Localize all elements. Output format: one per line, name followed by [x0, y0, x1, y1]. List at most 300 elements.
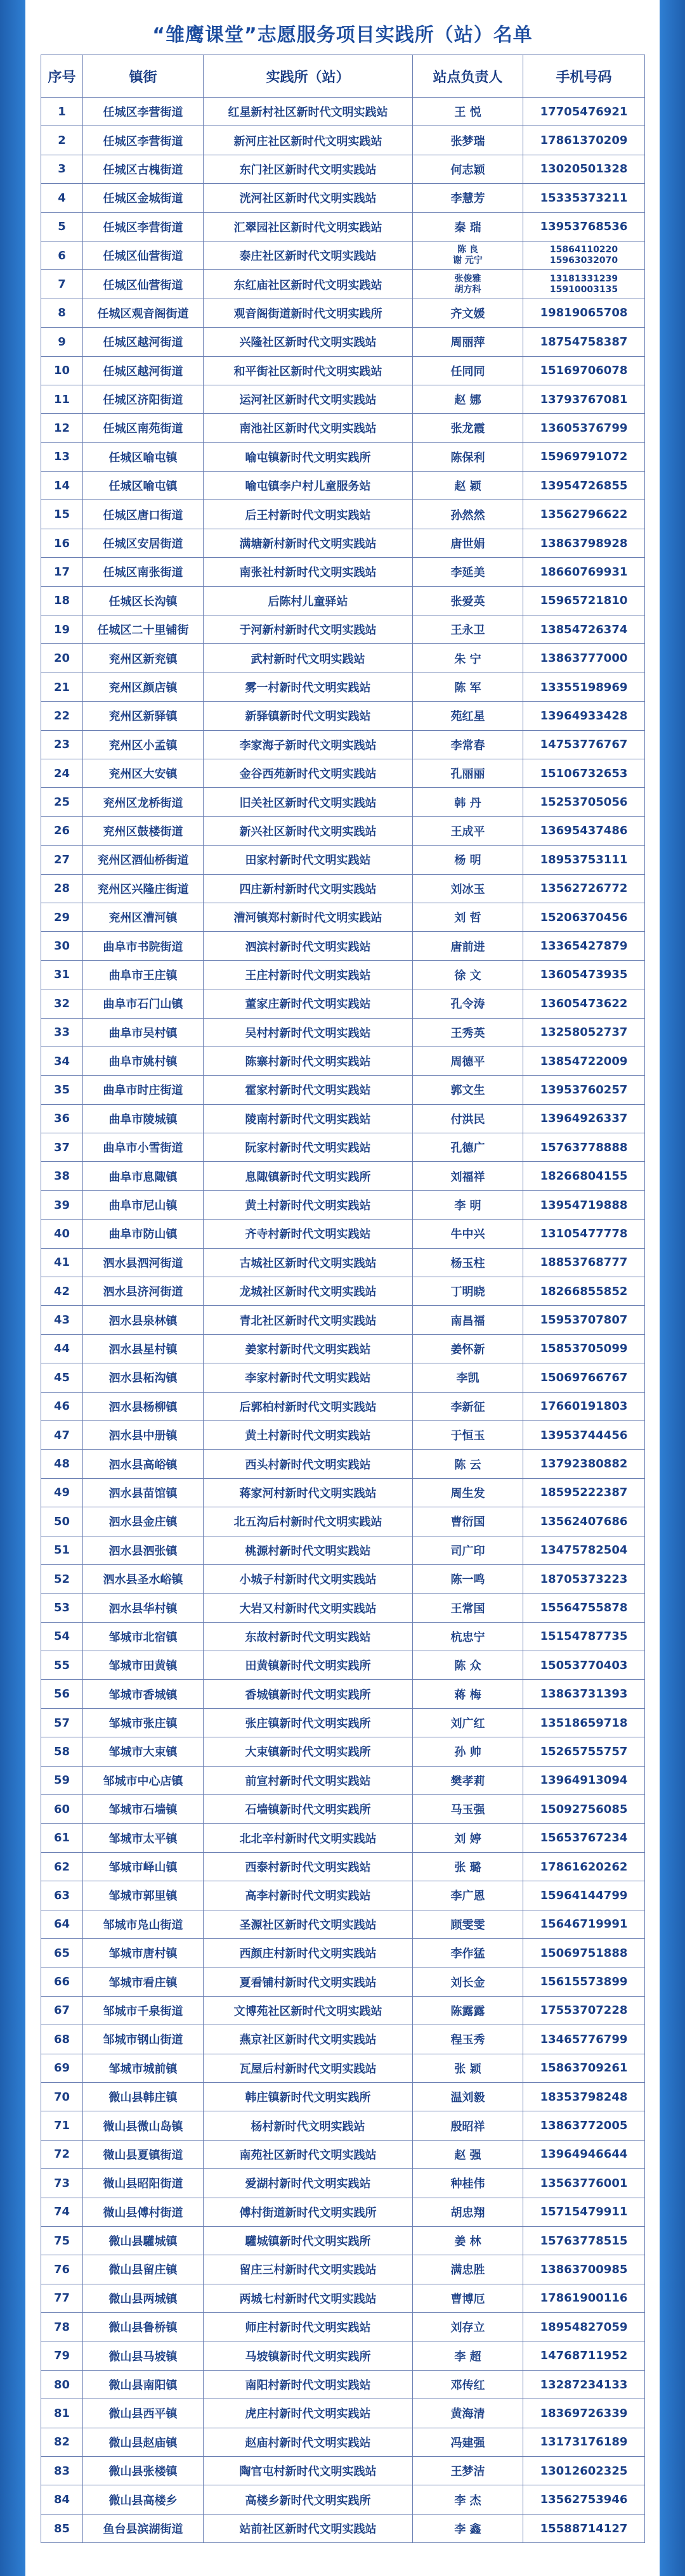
table-row [41, 558, 645, 586]
site-cell: 陵南村新时代文明实践站 [204, 1104, 413, 1133]
phone-cell: 18266804155 [523, 1162, 645, 1190]
serial-cell: 26 [41, 816, 83, 845]
person-cell: 周丽萍 [413, 328, 523, 356]
town-cell: 微山县夏镇街道 [83, 2140, 204, 2168]
phone-cell: 15964144799 [523, 1881, 645, 1910]
phone-cell: 17553707228 [523, 1996, 645, 2025]
phone-cell: 13355198969 [523, 673, 645, 701]
serial-cell: 54 [41, 1622, 83, 1651]
town-cell: 兖州区新兖镇 [83, 644, 204, 673]
phone-cell: 13020501328 [523, 155, 645, 183]
site-cell: 南张社村新时代文明实践站 [204, 558, 413, 586]
person-cell: 朱 宁 [413, 644, 523, 673]
person-cell: 李 杰 [413, 2485, 523, 2514]
phone-cell: 15953707807 [523, 1306, 645, 1334]
site-cell: 前宣村新时代文明实践站 [204, 1766, 413, 1794]
phone-cell: 13964946644 [523, 2140, 645, 2168]
table-row [41, 2485, 645, 2514]
site-cell: 姜家村新时代文明实践站 [204, 1334, 413, 1363]
phone-cell: 13863798928 [523, 529, 645, 557]
serial-cell: 57 [41, 1708, 83, 1737]
person-cell: 王常国 [413, 1594, 523, 1622]
person-cell: 司广印 [413, 1536, 523, 1564]
person-cell: 刘长金 [413, 1967, 523, 1996]
serial-cell: 22 [41, 702, 83, 730]
site-cell: 大束镇新时代文明实践所 [204, 1737, 413, 1766]
serial-cell: 59 [41, 1766, 83, 1794]
town-cell: 曲阜市书院街道 [83, 932, 204, 960]
serial-cell: 30 [41, 932, 83, 960]
serial-cell: 83 [41, 2457, 83, 2485]
phone-cell: 13954726855 [523, 472, 645, 500]
town-cell: 微山县鲁桥镇 [83, 2313, 204, 2341]
person-cell: 张俊雅 胡方科 [413, 270, 523, 299]
table-row [41, 472, 645, 500]
person-cell: 唐前进 [413, 932, 523, 960]
site-cell: 高李村新时代文明实践站 [204, 1881, 413, 1910]
town-cell: 任城区越河街道 [83, 356, 204, 385]
phone-cell: 15092756085 [523, 1795, 645, 1824]
town-cell: 邹城市张庄镇 [83, 1708, 204, 1737]
town-cell: 任城区李营街道 [83, 126, 204, 155]
town-cell: 任城区二十里铺街 [83, 615, 204, 644]
serial-cell: 27 [41, 846, 83, 874]
person-cell: 邓传红 [413, 2370, 523, 2399]
serial-cell: 49 [41, 1478, 83, 1507]
person-cell: 姜怀新 [413, 1334, 523, 1363]
town-cell: 微山县两城镇 [83, 2284, 204, 2312]
serial-cell: 67 [41, 1996, 83, 2025]
person-cell: 陈 军 [413, 673, 523, 701]
serial-cell: 38 [41, 1162, 83, 1190]
phone-cell: 13605376799 [523, 414, 645, 442]
town-cell: 邹城市大束镇 [83, 1737, 204, 1766]
town-cell: 泗水县苗馆镇 [83, 1478, 204, 1507]
table-row [41, 1190, 645, 1219]
phone-cell: 18595222387 [523, 1478, 645, 1507]
table-row [41, 644, 645, 673]
site-cell: 虎庄村新时代文明实践站 [204, 2399, 413, 2428]
town-cell: 泗水县杨柳镇 [83, 1392, 204, 1420]
town-cell: 任城区仙营街道 [83, 270, 204, 299]
serial-cell: 12 [41, 414, 83, 442]
serial-cell: 43 [41, 1306, 83, 1334]
phone-cell: 18754758387 [523, 328, 645, 356]
phone-cell: 18953753111 [523, 846, 645, 874]
phone-cell: 15169706078 [523, 356, 645, 385]
table-row [41, 759, 645, 787]
site-cell: 马坡镇新时代文明实践所 [204, 2341, 413, 2370]
phone-cell: 17660191803 [523, 1392, 645, 1420]
table-row [41, 328, 645, 356]
table-row [41, 414, 645, 442]
site-cell: 北北辛村新时代文明实践站 [204, 1824, 413, 1852]
site-cell: 张庄镇新时代文明实践所 [204, 1708, 413, 1737]
serial-cell: 10 [41, 356, 83, 385]
town-cell: 邹城市千泉街道 [83, 1996, 204, 2025]
site-cell: 两城七村新时代文明实践站 [204, 2284, 413, 2312]
table-row [41, 1306, 645, 1334]
site-cell: 田黄镇新时代文明实践所 [204, 1651, 413, 1680]
serial-cell: 7 [41, 270, 83, 299]
phone-cell: 15154787735 [523, 1622, 645, 1651]
phone-cell: 15863709261 [523, 2054, 645, 2082]
site-cell: 夏看铺村新时代文明实践站 [204, 1967, 413, 1996]
site-cell: 陶官屯村新时代文明实践站 [204, 2457, 413, 2485]
person-cell: 顾雯雯 [413, 1910, 523, 1938]
phone-cell: 13863700985 [523, 2255, 645, 2284]
phone-cell: 15069751888 [523, 1939, 645, 1967]
practice-site-table [41, 55, 645, 2543]
phone-cell: 13562726772 [523, 874, 645, 903]
site-cell: 杨村新时代文明实践站 [204, 2111, 413, 2140]
site-cell: 石墙镇新时代文明实践所 [204, 1795, 413, 1824]
site-cell: 四庄新村新时代文明实践站 [204, 874, 413, 903]
table-row [41, 1392, 645, 1420]
serial-cell: 72 [41, 2140, 83, 2168]
phone-cell: 13863777000 [523, 644, 645, 673]
header-person: 站点负责人 [413, 55, 523, 98]
person-cell: 南昌福 [413, 1306, 523, 1334]
town-cell: 泗水县泗张镇 [83, 1536, 204, 1564]
person-cell: 孔丽丽 [413, 759, 523, 787]
table-row [41, 2169, 645, 2198]
town-cell: 曲阜市时庄街道 [83, 1076, 204, 1104]
phone-cell: 13605473935 [523, 960, 645, 989]
phone-cell: 15106732653 [523, 759, 645, 787]
site-cell: 燕京社区新时代文明实践站 [204, 2025, 413, 2054]
table-row [41, 1420, 645, 1449]
serial-cell: 53 [41, 1594, 83, 1622]
person-cell: 王永卫 [413, 615, 523, 644]
serial-cell: 42 [41, 1277, 83, 1306]
table-row [41, 126, 645, 155]
town-cell: 邹城市凫山街道 [83, 1910, 204, 1938]
phone-cell: 13105477778 [523, 1220, 645, 1248]
phone-cell: 13181331239 15910003135 [523, 270, 645, 299]
serial-cell: 16 [41, 529, 83, 557]
person-cell: 马玉强 [413, 1795, 523, 1824]
town-cell: 曲阜市姚村镇 [83, 1046, 204, 1075]
serial-cell: 29 [41, 903, 83, 931]
town-cell: 邹城市钢山街道 [83, 2025, 204, 2054]
site-cell: 喻屯镇李户村儿童服务站 [204, 472, 413, 500]
table-row [41, 184, 645, 212]
table-row [41, 702, 645, 730]
table-row [41, 529, 645, 557]
site-cell: 董家庄新时代文明实践站 [204, 989, 413, 1018]
header-site: 实践所（站） [204, 55, 413, 98]
person-cell: 赵 颖 [413, 472, 523, 500]
person-cell: 李慧芳 [413, 184, 523, 212]
person-cell: 何志颖 [413, 155, 523, 183]
person-cell: 李新征 [413, 1392, 523, 1420]
person-cell: 李 鑫 [413, 2514, 523, 2542]
serial-cell: 17 [41, 558, 83, 586]
header-phone: 手机号码 [523, 55, 645, 98]
table-row [41, 2198, 645, 2226]
town-cell: 泗水县金庄镇 [83, 1507, 204, 1536]
town-cell: 邹城市石墙镇 [83, 1795, 204, 1824]
town-cell: 任城区唐口街道 [83, 500, 204, 529]
site-cell: 驩城镇新时代文明实践所 [204, 2226, 413, 2255]
table-row [41, 2399, 645, 2428]
serial-cell: 51 [41, 1536, 83, 1564]
site-cell: 桃源村新时代文明实践站 [204, 1536, 413, 1564]
town-cell: 兖州区颜店镇 [83, 673, 204, 701]
phone-cell: 17861900116 [523, 2284, 645, 2312]
serial-cell: 45 [41, 1363, 83, 1392]
table-row [41, 1651, 645, 1680]
table-row [41, 1076, 645, 1104]
serial-cell: 31 [41, 960, 83, 989]
serial-cell: 39 [41, 1190, 83, 1219]
town-cell: 微山县马坡镇 [83, 2341, 204, 2370]
table-row [41, 1536, 645, 1564]
serial-cell: 50 [41, 1507, 83, 1536]
town-cell: 微山县傅村街道 [83, 2198, 204, 2226]
town-cell: 任城区济阳街道 [83, 385, 204, 413]
site-cell: 西泰村新时代文明实践站 [204, 1852, 413, 1881]
phone-cell: 13792380882 [523, 1450, 645, 1478]
town-cell: 邹城市香城镇 [83, 1680, 204, 1708]
person-cell: 陈一鸣 [413, 1564, 523, 1593]
phone-cell: 13964933428 [523, 702, 645, 730]
table-row [41, 615, 645, 644]
person-cell: 杨玉柱 [413, 1248, 523, 1277]
person-cell: 任同同 [413, 356, 523, 385]
site-cell: 小城子村新时代文明实践站 [204, 1564, 413, 1593]
person-cell: 刘 哲 [413, 903, 523, 931]
town-cell: 兖州区鼓楼街道 [83, 816, 204, 845]
town-cell: 曲阜市王庄镇 [83, 960, 204, 989]
town-cell: 曲阜市陵城镇 [83, 1104, 204, 1133]
table-row [41, 1795, 645, 1824]
table-row [41, 903, 645, 931]
person-cell: 唐世娟 [413, 529, 523, 557]
site-cell: 阮家村新时代文明实践站 [204, 1133, 413, 1162]
table-row [41, 1939, 645, 1967]
town-cell: 鱼台县滨湖街道 [83, 2514, 204, 2542]
serial-cell: 65 [41, 1939, 83, 1967]
serial-cell: 20 [41, 644, 83, 673]
town-cell: 泗水县泗河街道 [83, 1248, 204, 1277]
person-cell: 王 悦 [413, 98, 523, 126]
phone-cell: 15969791072 [523, 442, 645, 471]
table-row [41, 1478, 645, 1507]
serial-cell: 21 [41, 673, 83, 701]
person-cell: 苑红星 [413, 702, 523, 730]
person-cell: 孙然然 [413, 500, 523, 529]
person-cell: 孔令涛 [413, 989, 523, 1018]
town-cell: 泗水县泉林镇 [83, 1306, 204, 1334]
table-row [41, 356, 645, 385]
phone-cell: 13854722009 [523, 1046, 645, 1075]
person-cell: 种桂伟 [413, 2169, 523, 2198]
table-row [41, 586, 645, 615]
site-cell: 喻屯镇新时代文明实践所 [204, 442, 413, 471]
serial-cell: 15 [41, 500, 83, 529]
town-cell: 邹城市北宿镇 [83, 1622, 204, 1651]
table-row [41, 270, 645, 299]
phone-cell: 13863731393 [523, 1680, 645, 1708]
serial-cell: 74 [41, 2198, 83, 2226]
town-cell: 微山县西平镇 [83, 2399, 204, 2428]
person-cell: 李延美 [413, 558, 523, 586]
person-cell: 于恒玉 [413, 1420, 523, 1449]
person-cell: 冯建强 [413, 2428, 523, 2456]
site-cell: 后陈村儿童驿站 [204, 586, 413, 615]
site-cell: 于河新村新时代文明实践站 [204, 615, 413, 644]
table-row [41, 1967, 645, 1996]
town-cell: 泗水县柘沟镇 [83, 1363, 204, 1392]
site-cell: 吴村村新时代文明实践站 [204, 1018, 413, 1046]
phone-cell: 15069766767 [523, 1363, 645, 1392]
serial-cell: 82 [41, 2428, 83, 2456]
person-cell: 赵 娜 [413, 385, 523, 413]
table-row [41, 500, 645, 529]
town-cell: 曲阜市息陬镇 [83, 1162, 204, 1190]
table-row [41, 2370, 645, 2399]
table-row [41, 1852, 645, 1881]
person-cell: 刘存立 [413, 2313, 523, 2341]
town-cell: 泗水县华村镇 [83, 1594, 204, 1622]
table-row [41, 1450, 645, 1478]
site-cell: 后郭柏村新时代文明实践站 [204, 1392, 413, 1420]
phone-cell: 13475782504 [523, 1536, 645, 1564]
person-cell: 胡忠翔 [413, 2198, 523, 2226]
site-cell: 兴隆社区新时代文明实践站 [204, 328, 413, 356]
site-cell: 古城社区新时代文明实践站 [204, 1248, 413, 1277]
person-cell: 黄海清 [413, 2399, 523, 2428]
person-cell: 陈 良 谢 元宁 [413, 241, 523, 269]
serial-cell: 81 [41, 2399, 83, 2428]
table-row [41, 1018, 645, 1046]
serial-cell: 55 [41, 1651, 83, 1680]
phone-cell: 17705476921 [523, 98, 645, 126]
serial-cell: 80 [41, 2370, 83, 2399]
town-cell: 邹城市太平镇 [83, 1824, 204, 1852]
person-cell: 杨 明 [413, 846, 523, 874]
site-cell: 圣源社区新时代文明实践站 [204, 1910, 413, 1938]
phone-cell: 13562753946 [523, 2485, 645, 2514]
person-cell: 丁明晓 [413, 1277, 523, 1306]
person-cell: 牛中兴 [413, 1220, 523, 1248]
site-cell: 师庄村新时代文明实践站 [204, 2313, 413, 2341]
table-row [41, 2140, 645, 2168]
town-cell: 邹城市峄山镇 [83, 1852, 204, 1881]
town-cell: 任城区越河街道 [83, 328, 204, 356]
site-cell: 新驿镇新时代文明实践站 [204, 702, 413, 730]
phone-cell: 15763778515 [523, 2226, 645, 2255]
serial-cell: 46 [41, 1392, 83, 1420]
table-row [41, 2284, 645, 2312]
phone-cell: 18266855852 [523, 1277, 645, 1306]
phone-cell: 15053770403 [523, 1651, 645, 1680]
phone-cell: 13695437486 [523, 816, 645, 845]
site-cell: 香城镇新时代文明实践所 [204, 1680, 413, 1708]
serial-cell: 25 [41, 788, 83, 816]
serial-cell: 4 [41, 184, 83, 212]
site-cell: 东故村新时代文明实践站 [204, 1622, 413, 1651]
town-cell: 曲阜市小雪街道 [83, 1133, 204, 1162]
table-row [41, 1133, 645, 1162]
site-cell: 新兴社区新时代文明实践站 [204, 816, 413, 845]
site-cell: 韩庄镇新时代文明实践所 [204, 2082, 413, 2111]
phone-cell: 13173176189 [523, 2428, 645, 2456]
town-cell: 兖州区新驿镇 [83, 702, 204, 730]
phone-cell: 13964913094 [523, 1766, 645, 1794]
site-cell: 北五沟后村新时代文明实践站 [204, 1507, 413, 1536]
site-cell: 青北社区新时代文明实践站 [204, 1306, 413, 1334]
table-row [41, 673, 645, 701]
serial-cell: 35 [41, 1076, 83, 1104]
serial-cell: 19 [41, 615, 83, 644]
table-row [41, 2457, 645, 2485]
town-cell: 微山县昭阳街道 [83, 2169, 204, 2198]
town-cell: 兖州区大安镇 [83, 759, 204, 787]
phone-cell: 13365427879 [523, 932, 645, 960]
serial-cell: 2 [41, 126, 83, 155]
phone-cell: 13863772005 [523, 2111, 645, 2140]
serial-cell: 32 [41, 989, 83, 1018]
phone-cell: 18369726339 [523, 2399, 645, 2428]
town-cell: 邹城市唐村镇 [83, 1939, 204, 1967]
town-cell: 任城区金城街道 [83, 184, 204, 212]
table-row [41, 1766, 645, 1794]
table-row [41, 2514, 645, 2542]
town-cell: 任城区安居街道 [83, 529, 204, 557]
table-row [41, 1162, 645, 1190]
site-cell: 东门社区新时代文明实践站 [204, 155, 413, 183]
person-cell: 陈 云 [413, 1450, 523, 1478]
person-cell: 刘冰玉 [413, 874, 523, 903]
phone-cell: 13793767081 [523, 385, 645, 413]
serial-cell: 48 [41, 1450, 83, 1478]
header-town: 镇街 [83, 55, 204, 98]
table-row [41, 385, 645, 413]
town-cell: 任城区南张街道 [83, 558, 204, 586]
person-cell: 王成平 [413, 816, 523, 845]
phone-cell: 13953744456 [523, 1420, 645, 1449]
site-cell: 蒋家河村新时代文明实践站 [204, 1478, 413, 1507]
person-cell: 曹衍国 [413, 1507, 523, 1536]
town-cell: 邹城市城前镇 [83, 2054, 204, 2082]
site-cell: 南池社区新时代文明实践站 [204, 414, 413, 442]
table-row [41, 2428, 645, 2456]
site-cell: 黄土村新时代文明实践站 [204, 1420, 413, 1449]
site-cell: 霍家村新时代文明实践站 [204, 1076, 413, 1104]
serial-cell: 64 [41, 1910, 83, 1938]
serial-cell: 63 [41, 1881, 83, 1910]
phone-cell: 13953760257 [523, 1076, 645, 1104]
document-page [25, 0, 660, 2576]
serial-cell: 9 [41, 328, 83, 356]
serial-cell: 6 [41, 241, 83, 269]
serial-cell: 79 [41, 2341, 83, 2370]
phone-cell: 13964926337 [523, 1104, 645, 1133]
town-cell: 微山县留庄镇 [83, 2255, 204, 2284]
town-cell: 兖州区兴隆庄街道 [83, 874, 204, 903]
site-cell: 高楼乡新时代文明实践所 [204, 2485, 413, 2514]
table-row [41, 874, 645, 903]
table-row [41, 442, 645, 471]
person-cell: 周德平 [413, 1046, 523, 1075]
phone-cell: 13954719888 [523, 1190, 645, 1219]
site-cell: 赵庙村新时代文明实践站 [204, 2428, 413, 2456]
phone-cell: 15653767234 [523, 1824, 645, 1852]
table-body [41, 98, 645, 2543]
